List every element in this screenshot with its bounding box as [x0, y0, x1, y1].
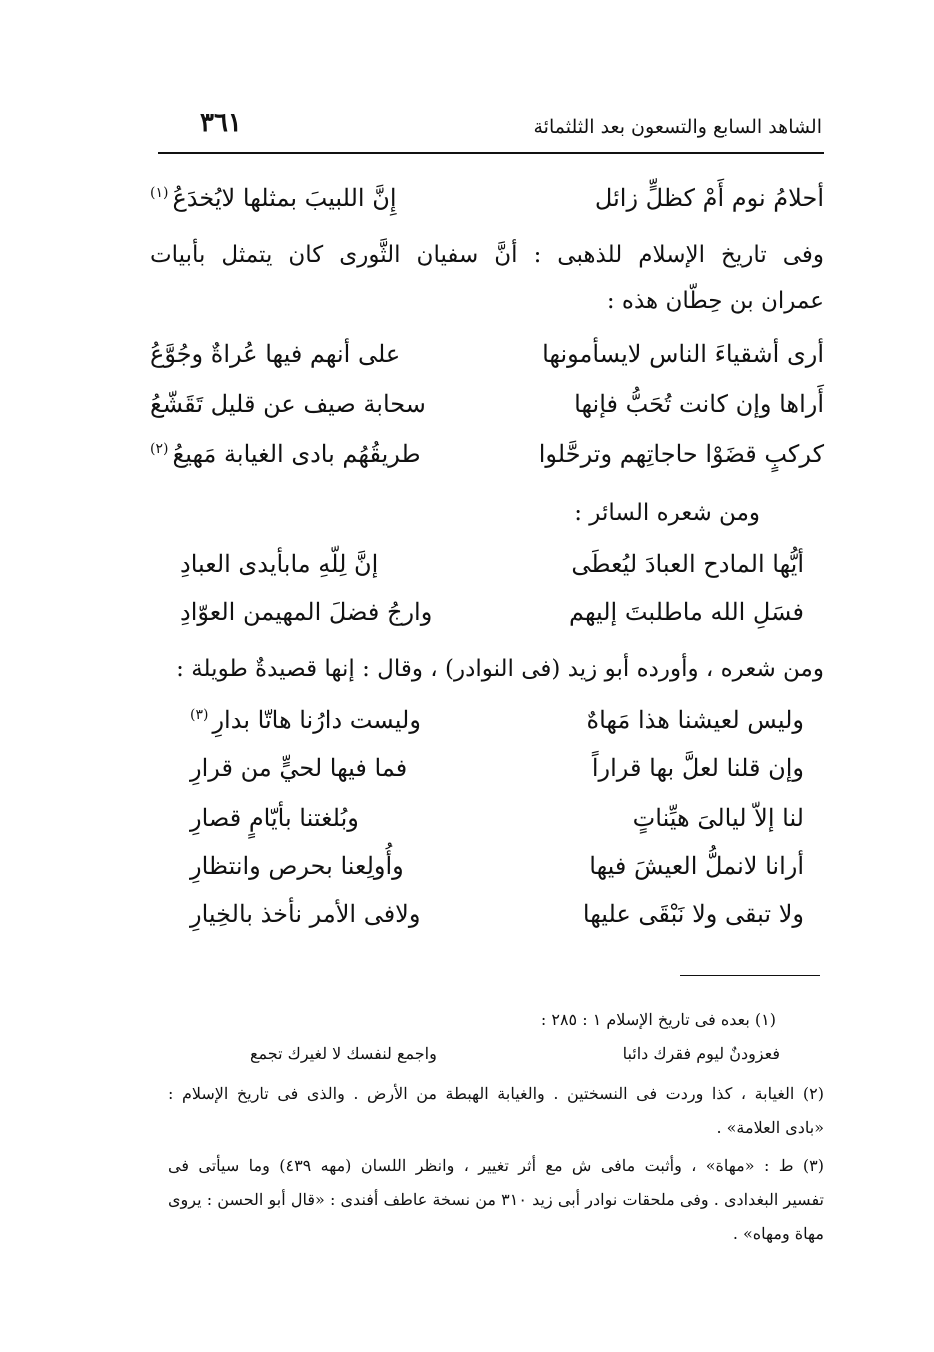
verse-first-hemistich: أرانا لانملُّ العيشَ فيها	[589, 852, 804, 880]
verse-second-hemistich: وبُلغتنا بأيّامٍ قصارِ	[190, 804, 359, 832]
footnote-3-line: مهاة ومهاه» .	[732, 1224, 824, 1243]
footnote-2-line: (٢) الغيابة ، كذا وردت فى النسختين . والغيابة الهبطة من الأرض . والذى فى تاريخ الإسلام :	[168, 1084, 824, 1103]
footnote-3-line: تفسير البغدادى . وفى ملحقات نوادر أبى زيد ٣١٠ من نسخة عاطف أفندى : «قال أبو الحسن : يروى	[168, 1190, 825, 1209]
verse-line	[190, 894, 804, 934]
verse-first-hemistich: أحلامُ نوم أَمْ كظلٍّ زائل	[594, 184, 824, 212]
footnote-marker: (٢)	[150, 441, 169, 457]
verse-first-hemistich: لنا إلاّ ليالىَ هيِّناتٍ	[632, 804, 804, 832]
running-head: الشاهد السابع والتسعون بعد الثلثمائة	[533, 116, 822, 138]
verse-line	[190, 798, 804, 838]
verse-line	[150, 334, 824, 374]
verse-second-hemistich	[150, 440, 421, 468]
footnote-verse-first: فعزودنٌ ليوم فقرك دائبا	[622, 1044, 780, 1063]
verse-second-text: وليست دارُنا هاتّا بدارِ	[212, 706, 421, 734]
verse-first-hemistich: وليس لعيشنا هذا مَهاهٌ	[586, 706, 804, 734]
paragraph-line: ومن شعره ، وأورده أبو زيد (فى النوادر) ، وقال : إنها قصيدةٌ طويلة :	[176, 656, 824, 682]
footnote-1-verse	[250, 1044, 780, 1063]
verse-line	[150, 384, 824, 424]
verse-line	[190, 846, 804, 886]
verse-line	[180, 592, 804, 632]
verse-line	[190, 748, 804, 788]
verse-second-hemistich: وأُولِعنا بحرص وانتظارِ	[190, 852, 404, 880]
paragraph-line: وفى تاريخ الإسلام للذهبى : أنَّ سفيان الثَّورى كان يتمثل بأبيات	[150, 242, 824, 268]
verse-second-hemistich: سحابة صيف عن قليل تَقَشّعُ	[150, 390, 426, 418]
footnote-1: (١) بعده فى تاريخ الإسلام ١ : ٢٨٥ :	[540, 1010, 776, 1029]
verse-second-hemistich: وارجُ فضلَ المهيمن العوّادِ	[180, 598, 433, 626]
verse-second-hemistich: على أنهم فيها عُراةٌ وجُوَّعُ	[150, 340, 401, 368]
paragraph-line: عمران بن حِطّان هذه :	[606, 288, 824, 314]
verse-line	[150, 434, 824, 474]
intro-line: ومن شعره السائر :	[574, 500, 760, 526]
verse-second-text: إِنَّ اللبيبَ بمثلها لايُخدَعُ	[172, 184, 397, 212]
verse-second-hemistich	[150, 184, 397, 212]
footnote-marker: (٣)	[190, 707, 209, 723]
footnote-3-line: (٣) ط : «مهاة» ، وأثبت مافى ش مع أثر تغيير ، وانظر اللسان (مهه ٤٣٩) وما سيأتى فى	[168, 1156, 824, 1175]
verse-first-hemistich: كركبٍ قضَوْا حاجاتِهم وترحَّلوا	[538, 440, 824, 468]
footnote-2-line: «بادى العلامة» .	[716, 1118, 824, 1137]
footnote-rule	[680, 975, 820, 976]
verse-first-hemistich: ولا تبقى ولا نَبْقَى عليها	[582, 900, 804, 928]
verse-second-hemistich: ولافى الأمر نأخذ بالخِيارِ	[190, 900, 421, 928]
footnote-verse-second: واجمع لنفسك لا لغيرك تجمع	[250, 1044, 437, 1063]
footnote-marker: (١)	[150, 185, 169, 201]
verse-first-hemistich: أرى أشقياءَ الناس لايسأمونها	[542, 340, 824, 368]
verse-second-text: طريقُهُم بادى الغيابة مَهيعُ	[172, 440, 421, 468]
verse-line	[180, 544, 804, 584]
verse-second-hemistich	[190, 706, 421, 734]
page-header	[160, 108, 822, 148]
page-number: ٣٦١	[200, 108, 242, 138]
verse-first-hemistich: أَراها وإن كانت تُحَبُّ فإنها	[574, 390, 824, 418]
verse-second-hemistich: إنَّ لِلّهِ مابأيدى العبادِ	[180, 550, 379, 578]
verse-second-hemistich: فما فيها لحيٍّ من قرارِ	[190, 754, 408, 782]
verse-first-hemistich: وإن قلنا لعلَّ بها قراراً	[591, 754, 804, 782]
verse-first-hemistich: أيُّها المادح العبادَ ليُعطَى	[571, 550, 804, 578]
header-rule	[158, 152, 824, 154]
verse-line	[150, 178, 824, 218]
verse-first-hemistich: فسَلِ الله ماطلبتَ إليهم	[568, 598, 804, 626]
verse-line	[190, 700, 804, 740]
